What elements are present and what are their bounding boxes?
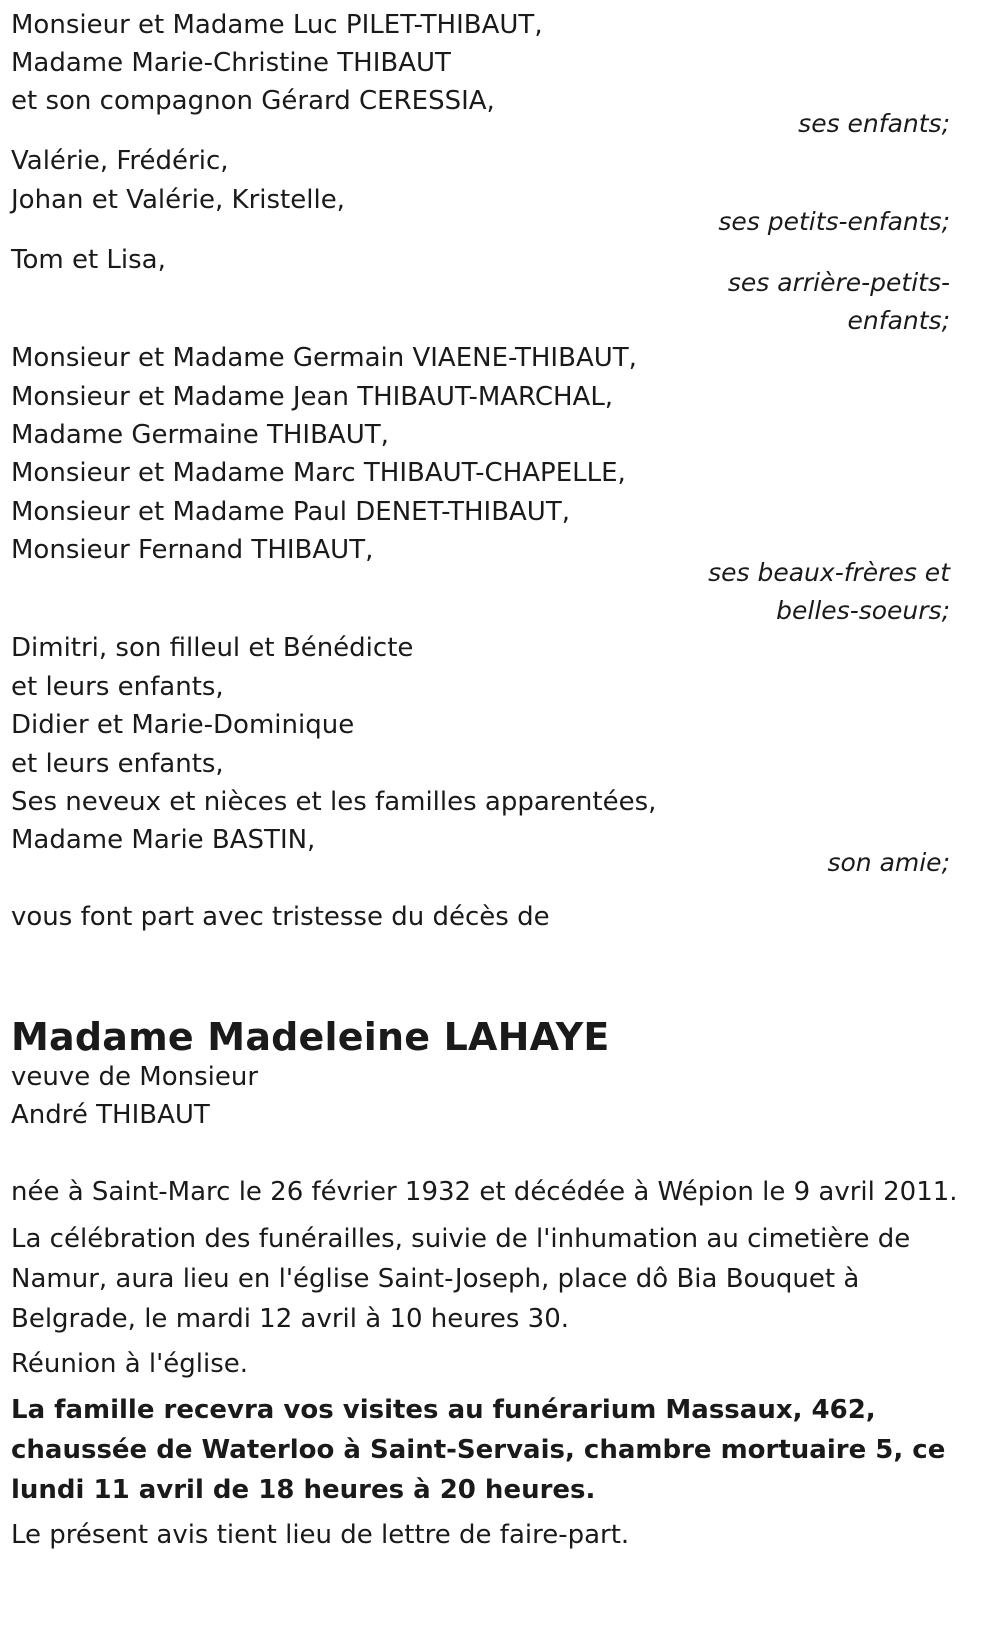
widow-line-2: André THIBAUT xyxy=(11,1100,210,1130)
relation-in-laws-2: belles-soeurs; xyxy=(776,596,950,625)
relation-great-grandchildren-2: enfants; xyxy=(847,306,950,335)
in-laws-line-6: Monsieur Fernand THIBAUT, xyxy=(11,535,374,565)
others-line-5: Ses neveux et nièces et les familles apparentées, xyxy=(11,787,657,817)
relation-grandchildren: ses petits-enfants; xyxy=(718,207,950,236)
others-line-3: Didier et Marie-Dominique xyxy=(11,710,355,740)
others-line-6: Madame Marie BASTIN, xyxy=(11,825,316,855)
in-laws-line-5: Monsieur et Madame Paul DENET-THIBAUT, xyxy=(11,497,570,527)
in-laws-line-1: Monsieur et Madame Germain VIAENE-THIBAUT, xyxy=(11,343,637,373)
deceased-name: Madame Madeleine LAHAYE xyxy=(11,1015,610,1059)
widow-line-1: veuve de Monsieur xyxy=(11,1062,259,1092)
relation-great-grandchildren-1: ses arrière-petits- xyxy=(727,268,950,297)
relation-friend: son amie; xyxy=(827,848,950,877)
funeral-paragraph: La célébration des funérailles, suivie de l'inhumation au cimetière de Namur, aura lieu en l'église Saint-Joseph, place dô Bia Bouquet à Belgrade, le mardi 12 avril à 10 heures 30. xyxy=(11,1224,911,1334)
others-line-4: et leurs enfants, xyxy=(11,749,224,779)
reunion-text: Réunion à l'église. xyxy=(11,1349,249,1379)
others-line-1: Dimitri, son filleul et Bénédicte xyxy=(11,633,414,663)
in-laws-line-2: Monsieur et Madame Jean THIBAUT-MARCHAL, xyxy=(11,382,614,412)
closing-text: Le présent avis tient lieu de lettre de faire-part. xyxy=(11,1520,630,1550)
relation-children: ses enfants; xyxy=(798,109,950,138)
grandchildren-line-2: Johan et Valérie, Kristelle, xyxy=(11,185,345,215)
great-grandchildren-line-1: Tom et Lisa, xyxy=(11,245,166,275)
in-laws-line-4: Monsieur et Madame Marc THIBAUT-CHAPELLE, xyxy=(11,458,626,488)
others-line-2: et leurs enfants, xyxy=(11,672,224,702)
children-line-3: et son compagnon Gérard CERESSIA, xyxy=(11,86,495,116)
relation-in-laws-1: ses beaux-frères et xyxy=(708,558,950,587)
children-line-2: Madame Marie-Christine THIBAUT xyxy=(11,48,451,78)
visits-paragraph: La famille recevra vos visites au funérarium Massaux, 462, chaussée de Waterloo à Saint-Servais, chambre mortuaire 5, ce lundi 11 avril de 18 heures à 20 heures. xyxy=(11,1395,946,1505)
in-laws-line-3: Madame Germaine THIBAUT, xyxy=(11,420,389,450)
grandchildren-line-1: Valérie, Frédéric, xyxy=(11,146,229,176)
birth-death-text: née à Saint-Marc le 26 février 1932 et décédée à Wépion le 9 avril 2011. xyxy=(11,1177,958,1207)
children-line-1: Monsieur et Madame Luc PILET-THIBAUT, xyxy=(11,10,543,40)
announcement-text: vous font part avec tristesse du décès de xyxy=(11,902,550,932)
